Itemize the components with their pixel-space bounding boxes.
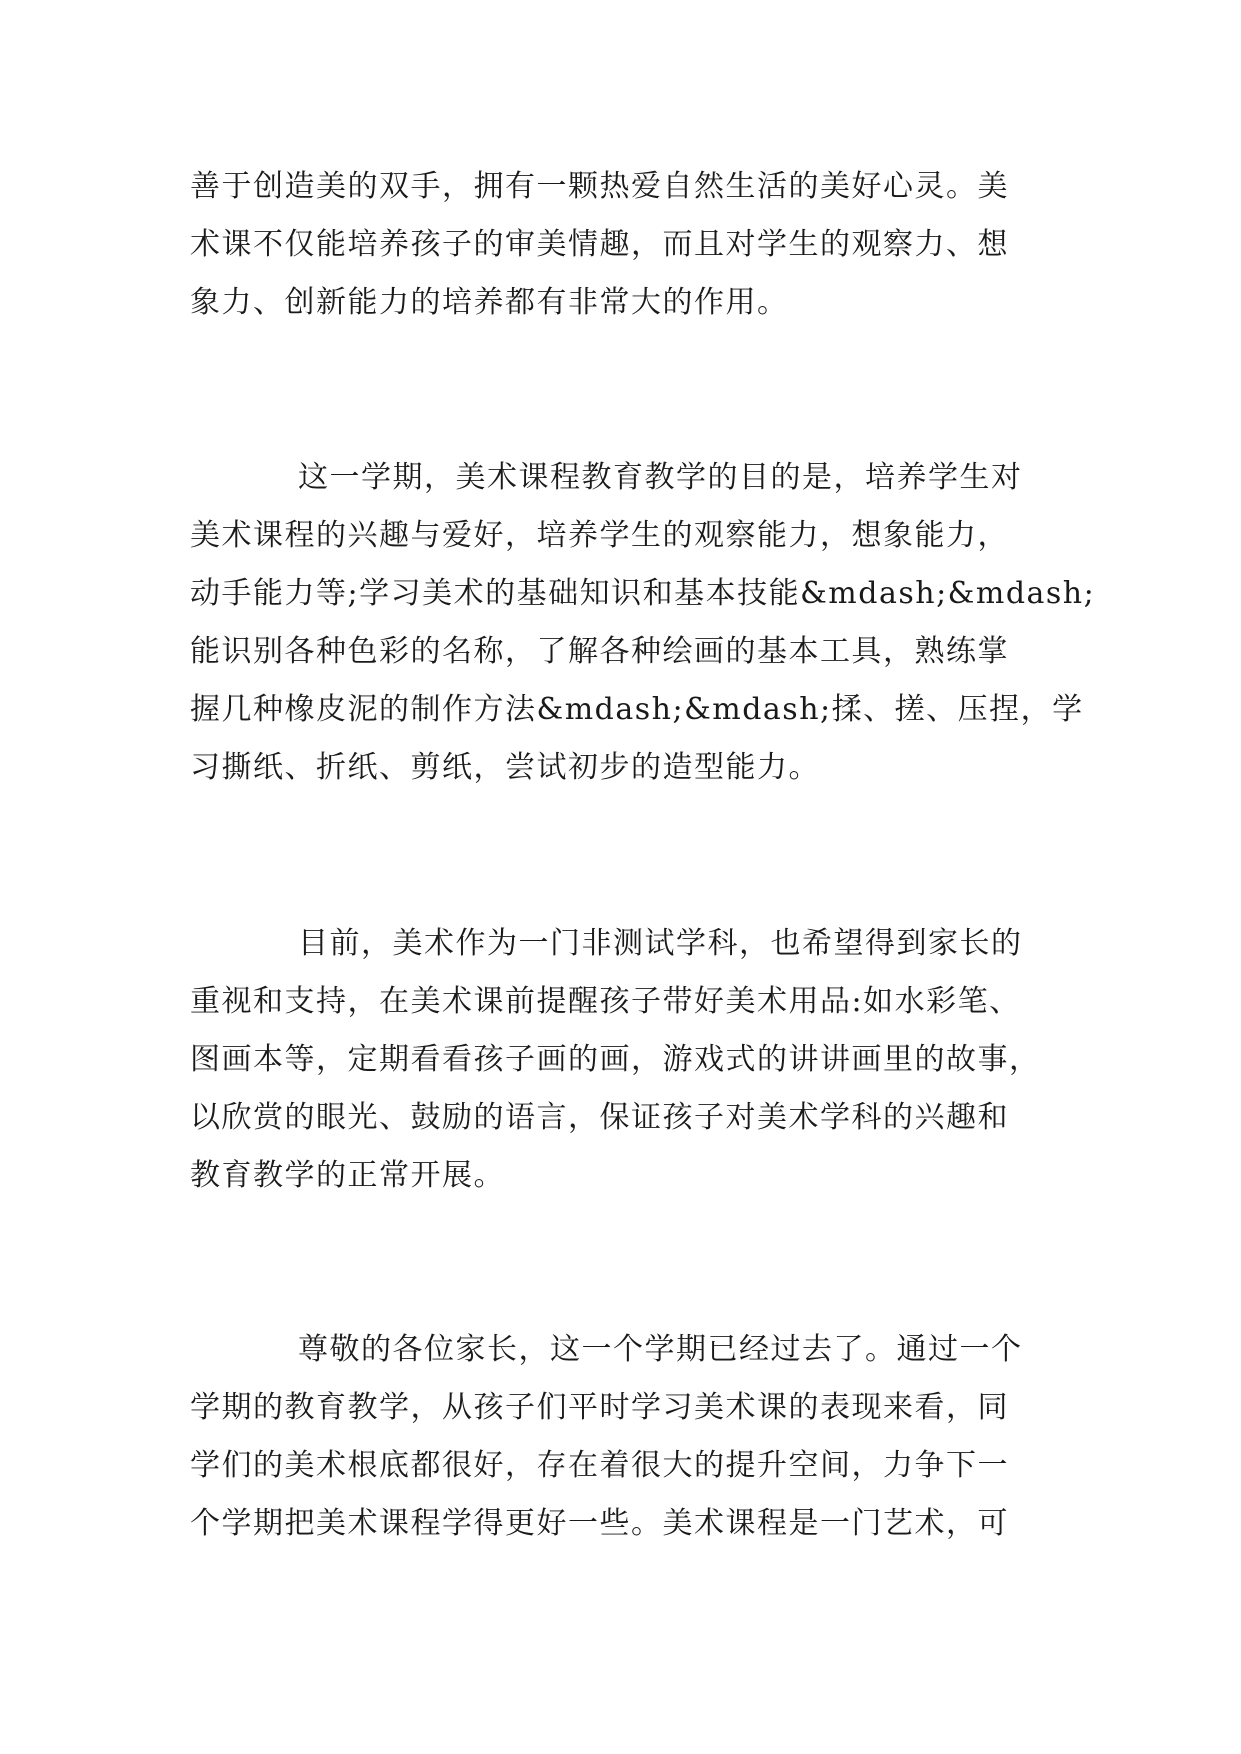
text-line: 个学期把美术课程学得更好一些。美术课程是一门艺术，可 <box>190 1506 1009 1541</box>
text-line: 尊敬的各位家长，这一个学期已经过去了。通过一个 <box>298 1332 1023 1367</box>
paragraph-semester-review <box>190 1321 1070 1553</box>
text-line: 动手能力等;学习美术的基础知识和基本技能&mdash;&mdash; <box>190 576 1096 611</box>
text-line: 象力、创新能力的培养都有非常大的作用。 <box>190 285 789 320</box>
text-line: 学们的美术根底都很好，存在着很大的提升空间，力争下一 <box>190 1448 1009 1483</box>
text-line: 目前，美术作为一门非测试学科，也希望得到家长的 <box>298 926 1023 961</box>
paragraph-parent-support <box>190 915 1070 1205</box>
text-line: 美术课程的兴趣与爱好，培养学生的观察能力，想象能力， <box>190 518 1009 553</box>
text-line: 术课不仅能培养孩子的审美情趣，而且对学生的观察力、想 <box>190 227 1009 262</box>
text-line: 学期的教育教学，从孩子们平时学习美术课的表现来看，同 <box>190 1390 1009 1425</box>
text-line: 以欣赏的眼光、鼓励的语言，保证孩子对美术学科的兴趣和 <box>190 1100 1009 1135</box>
text-line: 握几种橡皮泥的制作方法&mdash;&mdash;揉、搓、压捏，学 <box>190 692 1084 727</box>
text-line: 能识别各种色彩的名称，了解各种绘画的基本工具，熟练掌 <box>190 634 1009 669</box>
text-line: 这一学期，美术课程教育教学的目的是，培养学生对 <box>298 460 1023 495</box>
paragraph-continuation <box>190 158 1070 332</box>
text-line: 善于创造美的双手，拥有一颗热爱自然生活的美好心灵。美 <box>190 169 1009 204</box>
text-line: 习撕纸、折纸、剪纸，尝试初步的造型能力。 <box>190 750 820 785</box>
paragraph-semester-goals <box>190 449 1096 797</box>
text-line: 教育教学的正常开展。 <box>190 1158 505 1193</box>
text-line: 重视和支持，在美术课前提醒孩子带好美术用品:如水彩笔、 <box>190 984 1021 1019</box>
text-line: 图画本等，定期看看孩子画的画，游戏式的讲讲画里的故事， <box>190 1042 1041 1077</box>
